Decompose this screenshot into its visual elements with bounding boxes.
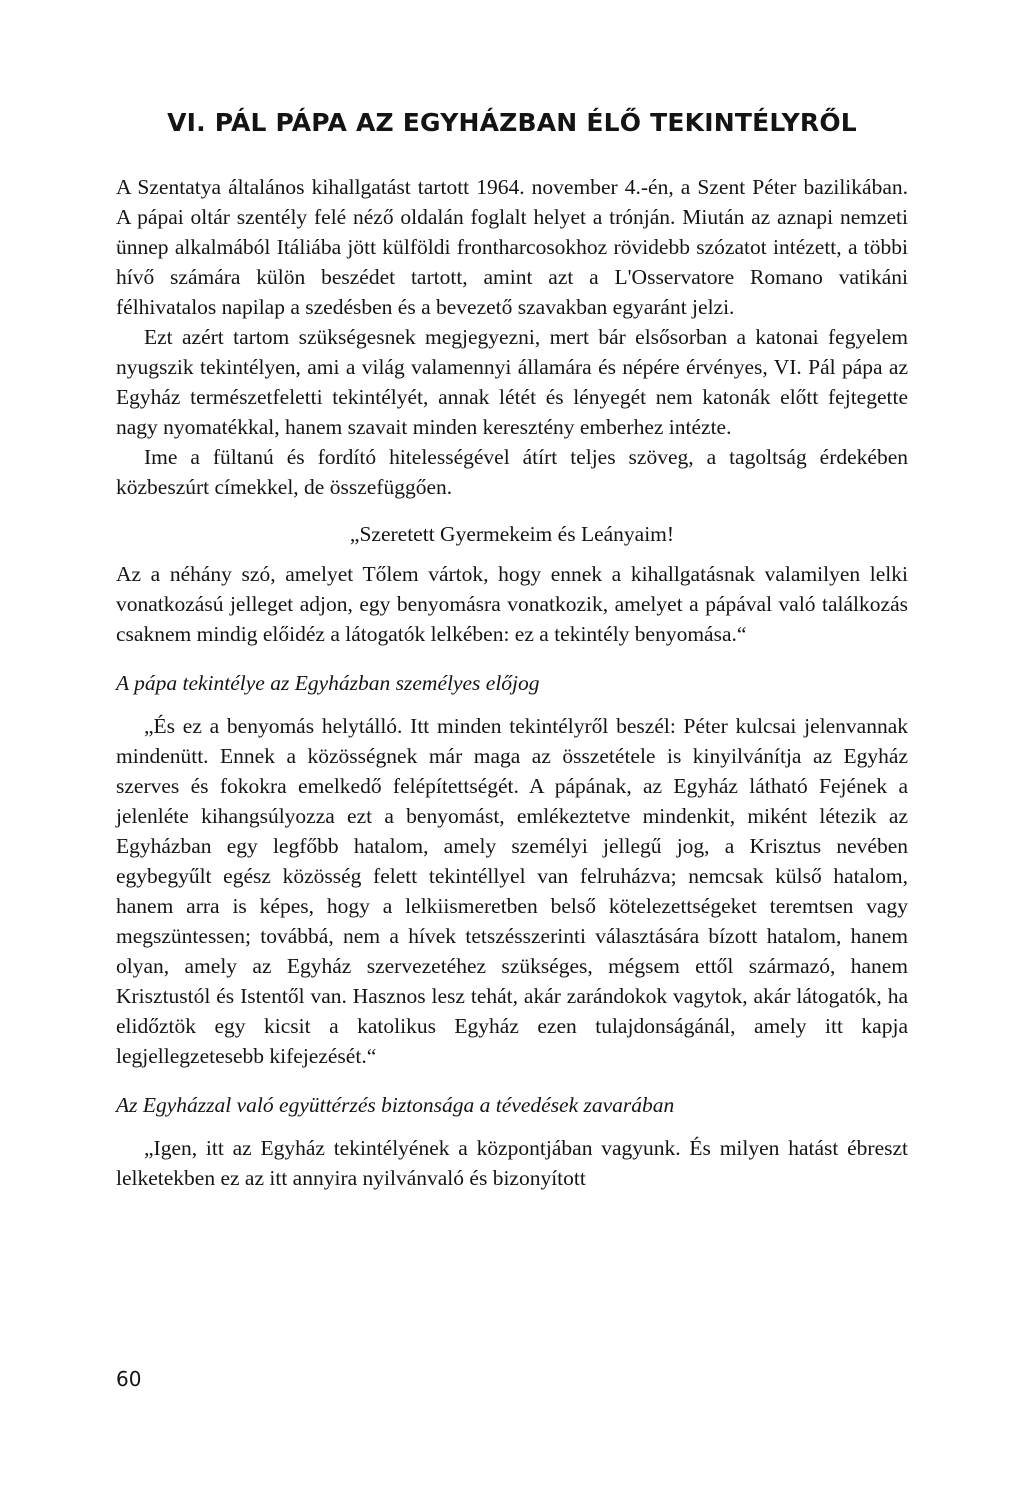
section-heading: A pápa tekintélye az Egyházban személyes előjog <box>116 671 540 695</box>
section-paragraph: „És ez a benyomás helytálló. Itt minden tekintélyről beszél: Péter kulcsai jelenvannak mindenütt. Ennek a közösségnek már maga az összetétele is kinyilvánítja az Egyház szerves és fokokra emelkedő felépítettségét. A pápának, az Egyház látható Fejének a jelenléte kihangsúlyozza ezt a benyomást, emlékeztetve mindenkit, miként létezik az Egyházban egy legfőbb hatalom, amely személyi jellegű jog, a Krisztus nevében egybegyűlt egész közösség felett tekintéllyel van felruházva; nemcsak külső hatalom, hanem arra is képes, hogy a lelkiismeretben belső kötelezettségeket teremtsen vagy megszüntessen; továbbá, nem a hívek tetszésszerinti választására bízott hatalom, hanem olyan, amely az Egyház szervezetéhez szükséges, mégsem ettől származó, hanem Krisztustól és Istentől van. Hasznos lesz tehát, akár zarándokok vagytok, akár látogatók, ha elidőztök egy kicsit a katolikus Egyház ezen tulajdonságánál, amely itt kapja legjellegzetesebb kifejezését.“ <box>116 714 908 1068</box>
page-number: 60 <box>116 1367 142 1391</box>
body-text <box>116 172 908 1193</box>
section-paragraph: „Igen, itt az Egyház tekintélyének a központjában vagyunk. És milyen hatást ébreszt lelketekben ez az itt annyira nyilvánvaló és bizonyított <box>116 1136 908 1190</box>
speech-intro-paragraph: Az a néhány szó, amelyet Tőlem vártok, hogy ennek a kihallgatásnak valamilyen lelki vonatkozású jelleget adjon, egy benyomásra vonatkozik, amelyet a pápával való találkozás csaknem mindig előidéz a látogatók lelkében: ez a tekintély benyomása.“ <box>116 562 908 646</box>
document-page <box>116 0 908 1498</box>
section-heading: Az Egyházzal való együttérzés biztonsága a tévedések zavarában <box>116 1093 675 1117</box>
speech-salutation: „Szeretett Gyermekeim és Leányaim! <box>349 522 675 546</box>
intro-paragraph: A Szentatya általános kihallgatást tartott 1964. november 4.-én, a Szent Péter bazilikában. A pápai oltár szentély felé néző oldalán foglalt helyet a trónján. Miután az aznapi nemzeti ünnep alkalmából Itáliába jött külföldi frontharcosokhoz rövidebb szózatot intézett, a többi hívő számára külön beszédet tartott, amint azt a L'Osservatore Romano vatikáni félhivatalos napilap a szedésben és a bevezető szavakban egyaránt jelzi. <box>116 175 908 319</box>
page-title: VI. PÁL PÁPA AZ EGYHÁZBAN ÉLŐ TEKINTÉLYRŐL <box>167 108 857 137</box>
intro-paragraph: Ime a fültanú és fordító hitelességével átírt teljes szöveg, a tagoltság érdekében közbeszúrt címekkel, de összefüggően. <box>116 445 908 499</box>
intro-paragraph: Ezt azért tartom szükségesnek megjegyezni, mert bár elsősorban a katonai fegyelem nyugszik tekintélyen, ami a világ valamennyi államára és népére érvényes, VI. Pál pápa az Egyház természetfeletti tekintélyét, annak létét és lényegét nem katonák előtt fejtegette nagy nyomatékkal, hanem szavait minden keresztény emberhez intézte. <box>116 325 908 439</box>
